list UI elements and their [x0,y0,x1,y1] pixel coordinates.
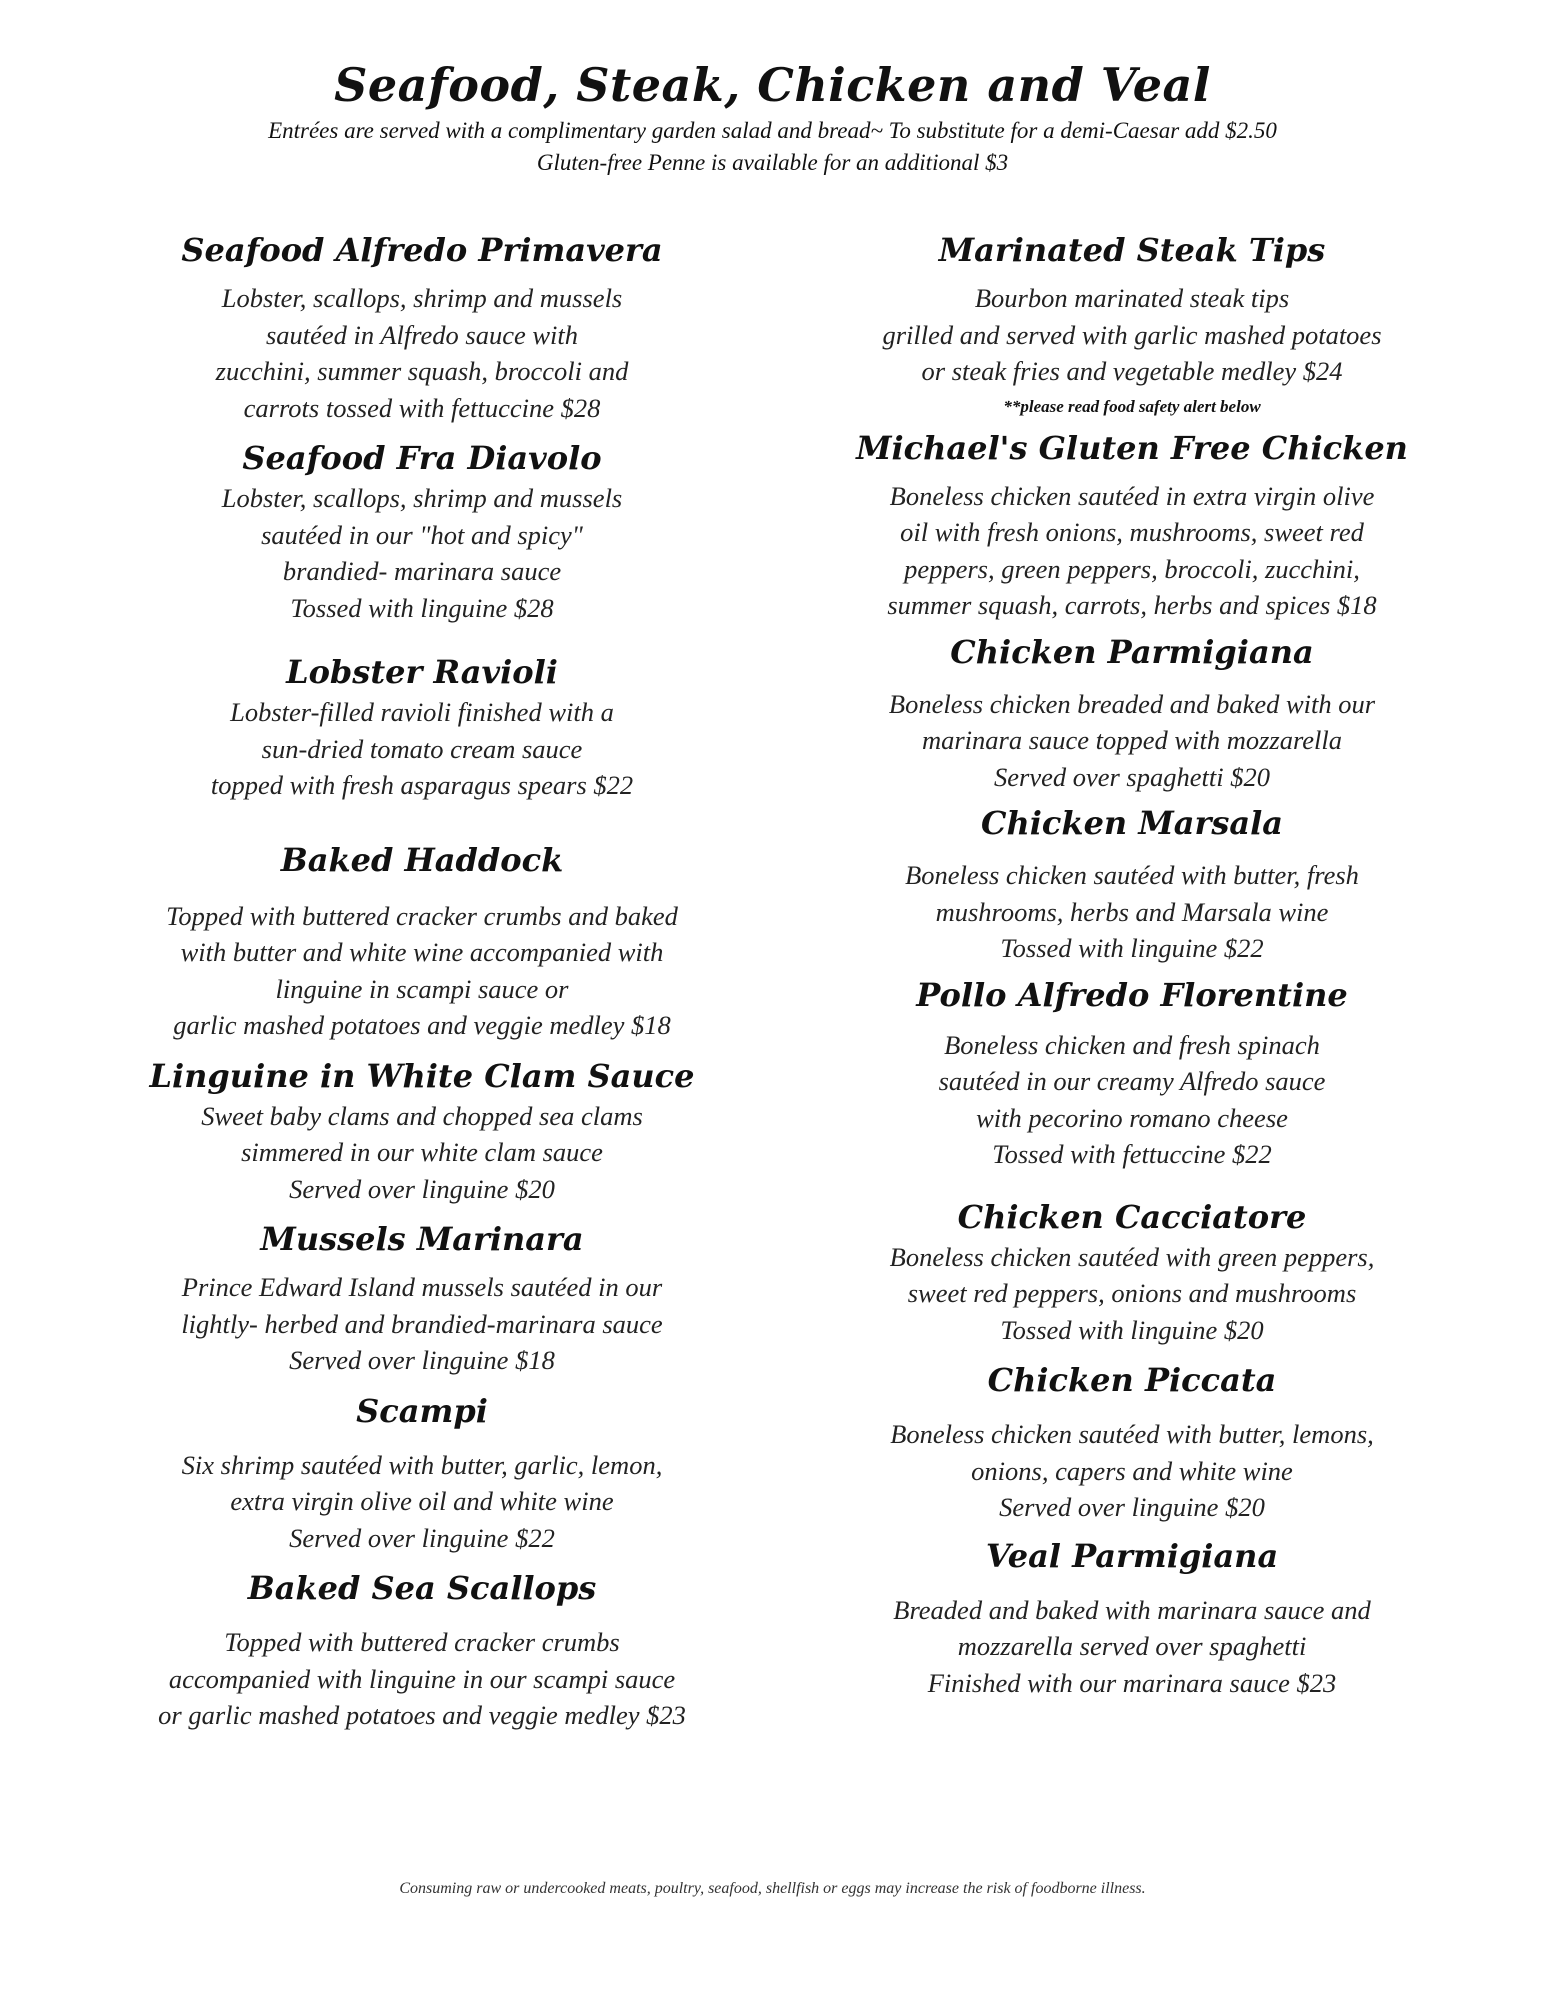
description-line: Boneless chicken sautéed in extra virgin olive [889,480,1375,511]
description-line: carrots tossed with fettuccine $28 [243,392,601,423]
description-line: onions, capers and white wine [971,1455,1293,1486]
item-name: Scampi [356,1391,488,1430]
item-description [782,280,1482,390]
description-line: linguine in scampi sauce or [275,973,569,1004]
menu-item-pollo-alfredo-florentine [782,973,1482,1173]
item-name: Linguine in White Clam Sauce [149,1056,695,1095]
menu-item-seafood-fra-diavolo [72,436,772,626]
description-line: Lobster-filled ravioli finished with a [230,697,614,727]
menu-item-baked-haddock [72,838,772,1044]
item-name: Lobster Ravioli [286,653,558,691]
description-line: Served over linguine $22 [289,1522,555,1553]
description-line: oil with fresh onions, mushrooms, sweet red [900,517,1364,547]
description-line: summer squash, carrots, herbs and spices $18 [887,590,1377,620]
description-line: simmered in our white clam sauce [241,1137,603,1167]
item-description [782,1416,1482,1526]
description-line: Boneless chicken sautéed with green peppers, [889,1241,1375,1272]
menu-item-chicken-piccata [782,1358,1482,1526]
item-description [72,1098,772,1208]
description-line: mozzarella served over spaghetti [957,1631,1307,1661]
item-name: Marinated Steak Tips [938,231,1326,269]
item-name: Chicken Marsala [981,804,1283,842]
description-line: Finished with our marinara sauce $23 [927,1667,1337,1698]
description-line: peppers, green peppers, broccoli, zucchini, [904,553,1360,584]
menu-item-chicken-marsala [782,801,1482,967]
description-line: topped with fresh asparagus spears $22 [210,770,634,800]
item-name: Baked Haddock [280,840,564,879]
description-line: Boneless chicken sautéed with butter, lemons, [890,1419,1374,1449]
menu-item-scampi [72,1389,772,1557]
menu-item-baked-sea-scallops [72,1566,772,1734]
description-line: grilled and served with garlic mashed potatoes [882,319,1382,350]
description-line: Served over spaghetti $20 [994,761,1270,792]
description-line: brandied- marinara sauce [282,556,562,586]
item-description [782,857,1482,967]
description-line: sautéed in our "hot and spicy" [261,519,583,550]
subtitle-line-2: Gluten-free Penne is available for an additional $3 [536,150,1009,175]
description-line: Tossed with linguine $28 [290,592,554,623]
right-column [782,228,1482,1701]
description-line: Lobster, scallops, shrimp and mussels [221,283,623,313]
description-line: sautéed in our creamy Alfredo sauce [938,1066,1326,1096]
description-line: lightly- herbed and brandied-marinara sauce [181,1308,663,1339]
description-line: Served over linguine $20 [999,1492,1265,1522]
item-name: Michael's Gluten Free Chicken [856,428,1408,467]
description-line: Served over linguine $18 [289,1345,555,1375]
item-description [72,1624,772,1734]
item-description [72,898,772,1044]
description-line: Prince Edward Island mussels sautéed in our [181,1272,663,1302]
description-line: Topped with buttered cracker crumbs [224,1627,620,1657]
description-line: mushrooms, herbs and Marsala wine [935,896,1329,927]
description-line: Served over linguine $20 [289,1173,555,1204]
description-line: accompanied with linguine in our scampi sauce [168,1663,676,1694]
item-name: Chicken Cacciatore [957,1197,1307,1236]
description-line: or garlic mashed potatoes and veggie medley $23 [158,1700,686,1730]
description-line: Boneless chicken and fresh spinach [944,1029,1320,1060]
description-line: Breaded and baked with marinara sauce and [893,1594,1371,1625]
menu-header [0,55,1545,179]
food-safety-note: **please read food safety alert below [1003,396,1261,416]
item-description [782,1027,1482,1173]
description-line: Sweet baby clams and chopped sea clams [201,1100,643,1131]
description-line: sun-dried tomato cream sauce [261,733,583,764]
description-line: marinara sauce topped with mozzarella [921,725,1343,755]
description-line: extra virgin olive oil and white wine [230,1486,614,1516]
menu-item-chicken-cacciatore [782,1195,1482,1349]
item-name: Chicken Piccata [987,1361,1277,1399]
description-line: Lobster, scallops, shrimp and mussels [221,483,623,513]
description-line: Tossed with fettuccine $22 [992,1139,1272,1169]
food-safety-footer: Consuming raw or undercooked meats, poultry, seafood, shellfish or eggs may increase the risk of foodborne illness. [399,1880,1146,1897]
item-name: Seafood Alfredo Primavera [181,231,663,269]
description-line: Boneless chicken breaded and baked with our [888,688,1376,719]
item-description [782,1239,1482,1349]
item-description [72,694,772,804]
menu-item-linguine-white-clam-sauce [72,1054,772,1208]
item-description [782,686,1482,796]
item-name: Mussels Marinara [260,1220,584,1258]
item-description [72,480,772,626]
item-description [72,1269,772,1379]
item-description [782,478,1482,624]
description-line: with pecorino romano cheese [976,1102,1288,1133]
description-line: Six shrimp sautéed with butter, garlic, lemon, [181,1449,663,1480]
item-description [72,280,772,426]
description-line: Tossed with linguine $20 [1000,1314,1264,1345]
description-line: with butter and white wine accompanied with [180,937,664,967]
description-line: Boneless chicken sautéed with butter, fresh [905,860,1359,890]
menu-item-lobster-ravioli [72,650,772,804]
description-line: Bourbon marinated steak tips [974,283,1290,313]
description-line: sautéed in Alfredo sauce with [265,319,579,350]
description-line: Topped with buttered cracker crumbs and baked [166,900,678,931]
description-line: or steak fries and vegetable medley $24 [921,356,1343,386]
menu-item-veal-parmigiana [782,1534,1482,1702]
description-line: Tossed with linguine $22 [1000,933,1264,963]
item-name: Seafood Fra Diavolo [242,439,602,477]
item-name: Pollo Alfredo Florentine [916,975,1348,1014]
item-name: Chicken Parmigiana [950,632,1314,671]
menu-item-seafood-alfredo-primavera [72,228,772,426]
page-title: Seafood, Steak, Chicken and Veal [334,58,1211,112]
description-line: garlic mashed potatoes and veggie medley $18 [173,1010,671,1040]
left-column [72,228,772,1734]
subtitle-line-1: Entrées are served with a complimentary garden salad and bread~ To substitute for a demi-Caesar add $2.50 [268,118,1277,143]
menu-item-mussels-marinara [72,1217,772,1379]
menu-item-marinated-steak-tips [782,228,1482,420]
menu-item-michaels-gluten-free-chicken [782,426,1482,624]
menu-item-chicken-parmigiana [782,630,1482,796]
item-description [782,1592,1482,1702]
description-line: sweet red peppers, onions and mushrooms [907,1278,1357,1308]
item-description [72,1447,772,1557]
description-line: zucchini, summer squash, broccoli and [215,356,629,386]
item-name: Baked Sea Scallops [247,1569,597,1607]
item-name: Veal Parmigiana [985,1536,1279,1575]
